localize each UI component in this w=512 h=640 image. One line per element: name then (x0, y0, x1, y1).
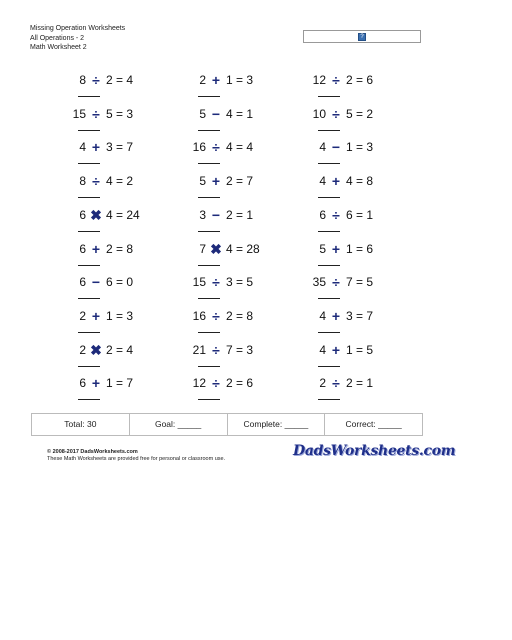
goal-field: Goal: _____ (130, 414, 228, 435)
answer-blank-line[interactable] (198, 399, 220, 400)
operator-symbol: − (331, 139, 341, 156)
answer-blank-line[interactable] (78, 197, 100, 198)
operator-symbol: + (91, 375, 101, 392)
answer-blank-line[interactable] (78, 366, 100, 367)
answer-blank-line[interactable] (78, 399, 100, 400)
answer-blank-line[interactable] (78, 163, 100, 164)
answer-blank-line[interactable] (78, 96, 100, 97)
first-operand: 2 (79, 308, 86, 323)
answer-blank-line[interactable] (198, 96, 220, 97)
answer-blank-line[interactable] (318, 399, 340, 400)
first-operand: 6 (79, 207, 86, 222)
operator-symbol: ÷ (332, 274, 340, 291)
answer-blank-line[interactable] (78, 332, 100, 333)
answer-blank-line[interactable] (198, 231, 220, 232)
first-operand: 5 (199, 174, 206, 189)
problem-item (304, 174, 394, 204)
first-operand: 35 (312, 275, 326, 290)
problem-item (184, 275, 274, 305)
equation-rest: 2 = 7 (226, 174, 254, 189)
operator-symbol: − (211, 206, 221, 223)
problem-item (64, 140, 154, 170)
first-operand: 4 (319, 140, 326, 155)
equation-rest: 4 = 2 (106, 174, 134, 189)
first-operand: 5 (319, 241, 326, 256)
first-operand: 8 (79, 73, 86, 87)
equation-rest: 7 = 3 (226, 342, 254, 357)
problem-item (184, 140, 274, 170)
equation-rest: 1 = 5 (346, 342, 374, 357)
operator-symbol: ÷ (332, 105, 340, 122)
operator-symbol: ÷ (212, 139, 220, 156)
score-bar (31, 413, 423, 436)
first-operand: 16 (192, 308, 206, 323)
operator-symbol: ÷ (332, 72, 340, 88)
answer-blank-line[interactable] (318, 231, 340, 232)
operator-symbol: + (331, 173, 341, 190)
problem-item (304, 376, 394, 406)
problem-item (184, 174, 274, 204)
copyright-notice (47, 449, 225, 463)
first-operand: 12 (312, 73, 326, 87)
first-operand: 21 (192, 342, 206, 357)
first-operand: 2 (79, 342, 86, 357)
answer-blank-line[interactable] (198, 332, 220, 333)
answer-blank-line[interactable] (78, 265, 100, 266)
first-operand: 4 (319, 174, 326, 189)
first-operand: 3 (199, 207, 206, 222)
answer-blank-line[interactable] (318, 366, 340, 367)
problem-item (64, 174, 154, 204)
operator-symbol: ÷ (212, 274, 220, 291)
operator-symbol: + (331, 341, 341, 358)
problem-item (184, 343, 274, 373)
first-operand: 6 (79, 241, 86, 256)
equation-rest: 1 = 3 (226, 73, 254, 87)
first-operand: 8 (79, 174, 86, 189)
equation-rest: 4 = 1 (226, 106, 254, 121)
worksheet-subtitle: All Operations - 2 (30, 34, 85, 42)
problem-item (184, 208, 274, 238)
operator-symbol: − (91, 274, 101, 291)
equation-rest: 3 = 7 (106, 140, 134, 155)
problem-item (304, 208, 394, 238)
operator-symbol: ÷ (332, 206, 340, 223)
problem-item (184, 309, 274, 339)
equation-rest: 2 = 4 (106, 73, 134, 87)
complete-field: Complete: _____ (228, 414, 326, 435)
equation-rest: 2 = 8 (106, 241, 134, 256)
operator-symbol: ÷ (92, 105, 100, 122)
answer-blank-line[interactable] (198, 130, 220, 131)
operator-symbol: + (331, 307, 341, 324)
equation-rest: 2 = 1 (226, 207, 254, 222)
equation-rest: 2 = 4 (106, 342, 134, 357)
problem-item (304, 107, 394, 137)
problem-item (304, 140, 394, 170)
answer-blank-line[interactable] (198, 298, 220, 299)
equation-rest: 2 = 6 (226, 376, 254, 391)
equation-rest: 2 = 1 (346, 376, 374, 391)
answer-blank-line[interactable] (318, 332, 340, 333)
problem-item (184, 242, 274, 272)
first-operand: 2 (199, 73, 206, 87)
problem-item (64, 376, 154, 406)
answer-blank-line[interactable] (78, 298, 100, 299)
first-operand: 4 (319, 342, 326, 357)
first-operand: 2 (319, 376, 326, 391)
total-field: Total: 30 (32, 414, 130, 435)
operator-symbol: + (91, 240, 101, 257)
worksheet-number: Math Worksheet 2 (30, 44, 87, 51)
equation-rest: 5 = 3 (106, 106, 134, 121)
correct-field: Correct: _____ (345, 419, 402, 429)
operator-symbol: ÷ (332, 375, 340, 392)
problem-item (184, 73, 274, 103)
equation-rest: 1 = 6 (346, 241, 374, 256)
operator-symbol: ÷ (212, 341, 220, 358)
problem-item (304, 73, 394, 103)
problem-item (64, 275, 154, 305)
first-operand: 6 (79, 376, 86, 391)
answer-blank-line[interactable] (198, 265, 220, 266)
operator-symbol: ÷ (212, 307, 220, 324)
problem-item (64, 309, 154, 339)
operator-symbol: + (91, 307, 101, 324)
answer-blank-line[interactable] (318, 298, 340, 299)
first-operand: 10 (312, 106, 326, 121)
first-operand: 4 (79, 140, 86, 155)
equation-rest: 1 = 3 (346, 140, 374, 155)
operator-symbol: ✖ (90, 206, 102, 223)
equation-rest: 3 = 7 (346, 308, 374, 323)
problem-item (304, 309, 394, 339)
problem-item (64, 242, 154, 272)
problem-item (304, 343, 394, 373)
answer-blank-line[interactable] (318, 163, 340, 164)
answer-blank-line[interactable] (78, 130, 100, 131)
first-operand: 6 (79, 275, 86, 290)
operator-symbol: + (211, 72, 221, 88)
answer-blank-line[interactable] (198, 163, 220, 164)
first-operand: 5 (199, 106, 206, 121)
operator-symbol: ✖ (90, 341, 102, 358)
worksheet-title: Missing Operation Worksheets (30, 25, 126, 32)
equation-rest: 4 = 28 (226, 241, 260, 256)
problem-item (64, 73, 154, 103)
answer-blank-line[interactable] (318, 96, 340, 97)
site-logo: DadsWorksheets.com (293, 443, 456, 459)
problem-item (64, 107, 154, 137)
operator-symbol: − (211, 105, 221, 122)
equation-rest: 6 = 0 (106, 275, 134, 290)
equation-rest: 4 = 4 (226, 140, 254, 155)
problem-item (64, 343, 154, 373)
answer-blank-line[interactable] (198, 197, 220, 198)
copyright-line: © 2008-2017 DadsWorksheets.com (47, 449, 138, 455)
equation-rest: 4 = 8 (346, 174, 374, 189)
question-icon[interactable]: ? (358, 33, 366, 41)
operator-symbol: ÷ (92, 72, 100, 88)
operator-symbol: ÷ (92, 173, 100, 190)
first-operand: 12 (192, 376, 206, 391)
problem-item (304, 242, 394, 272)
first-operand: 16 (192, 140, 206, 155)
equation-rest: 7 = 5 (346, 275, 374, 290)
first-operand: 6 (319, 207, 326, 222)
problem-item (64, 208, 154, 238)
equation-rest: 1 = 3 (106, 308, 134, 323)
problem-item (184, 376, 274, 406)
first-operand: 15 (72, 106, 86, 121)
answer-blank-line[interactable] (78, 231, 100, 232)
problem-item (184, 107, 274, 137)
operator-symbol: + (331, 240, 341, 257)
operator-symbol: + (211, 173, 221, 190)
operator-symbol: + (91, 139, 101, 156)
equation-rest: 4 = 24 (106, 207, 140, 222)
first-operand: 15 (192, 275, 206, 290)
equation-rest: 6 = 1 (346, 207, 374, 222)
answer-blank-line[interactable] (318, 197, 340, 198)
answer-blank-line[interactable] (318, 130, 340, 131)
operator-symbol: ✖ (210, 240, 222, 257)
answer-blank-line[interactable] (198, 366, 220, 367)
equation-rest: 3 = 5 (226, 275, 254, 290)
usage-line: These Math Worksheets are provided free for personal or classroom use. (47, 456, 226, 462)
equation-rest: 2 = 8 (226, 308, 254, 323)
equation-rest: 2 = 6 (346, 73, 374, 87)
answer-blank-line[interactable] (318, 265, 340, 266)
first-operand: 7 (199, 241, 206, 256)
problem-item (304, 275, 394, 305)
equation-rest: 5 = 2 (346, 106, 374, 121)
operator-symbol: ÷ (212, 375, 220, 392)
equation-rest: 1 = 7 (106, 376, 134, 391)
first-operand: 4 (319, 308, 326, 323)
